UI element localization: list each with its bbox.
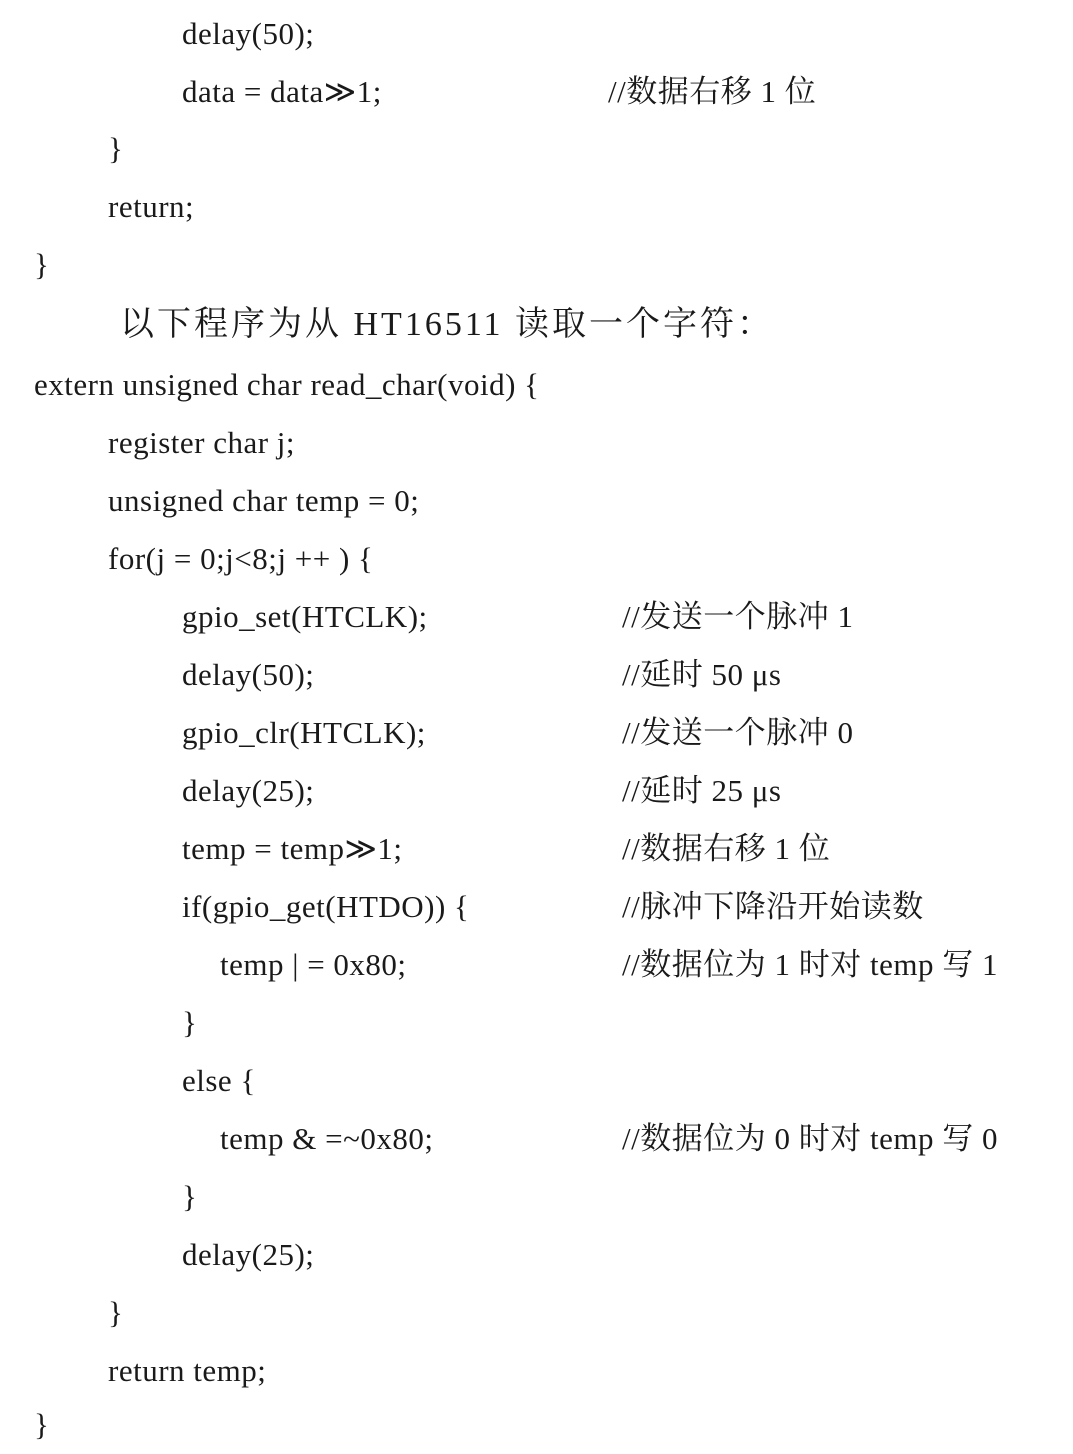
code-comment: //发送一个脉冲 1 [622, 599, 854, 634]
code-comment: //发送一个脉冲 0 [622, 715, 854, 750]
function-signature: extern unsigned char read_char(void) { [34, 367, 540, 402]
code-text: return; [108, 189, 195, 224]
code-text: temp & =~0x80; [220, 1121, 434, 1156]
code-comment: //延时 50 μs [622, 657, 782, 692]
closing-brace: } [182, 1179, 198, 1214]
code-text: temp = temp≫1; [182, 831, 403, 866]
code-text: delay(50); [182, 657, 315, 692]
code-text: return temp; [108, 1353, 267, 1388]
code-comment: //数据右移 1 位 [608, 74, 817, 109]
code-text: gpio_set(HTCLK); [182, 599, 428, 634]
code-comment: //数据位为 1 时对 temp 写 1 [622, 947, 998, 982]
closing-brace: } [108, 131, 124, 166]
code-comment: //脉冲下降沿开始读数 [622, 889, 924, 924]
closing-brace: } [34, 247, 50, 282]
code-text: else { [182, 1063, 256, 1098]
code-text: register char j; [108, 425, 296, 460]
section-heading-text: 以下程序为从 HT16511 读取一个字符： [120, 306, 775, 343]
closing-brace: } [34, 1407, 50, 1442]
code-text: delay(25); [182, 773, 315, 808]
code-text: for(j = 0;j<8;j ++ ) { [108, 541, 374, 576]
code-comment: //数据右移 1 位 [622, 831, 831, 866]
code-comment: //数据位为 0 时对 temp 写 0 [622, 1121, 998, 1156]
closing-brace: } [182, 1005, 198, 1040]
closing-brace: } [108, 1295, 124, 1330]
code-text: delay(50); [182, 16, 315, 51]
code-text: unsigned char temp = 0; [108, 483, 420, 518]
code-text: temp | = 0x80; [220, 947, 407, 982]
code-text: delay(25); [182, 1237, 315, 1272]
code-text: gpio_clr(HTCLK); [182, 715, 426, 750]
code-text: if(gpio_get(HTDO)) { [182, 889, 470, 924]
code-comment: //延时 25 μs [622, 773, 782, 808]
code-text: data = data≫1; [182, 74, 382, 109]
